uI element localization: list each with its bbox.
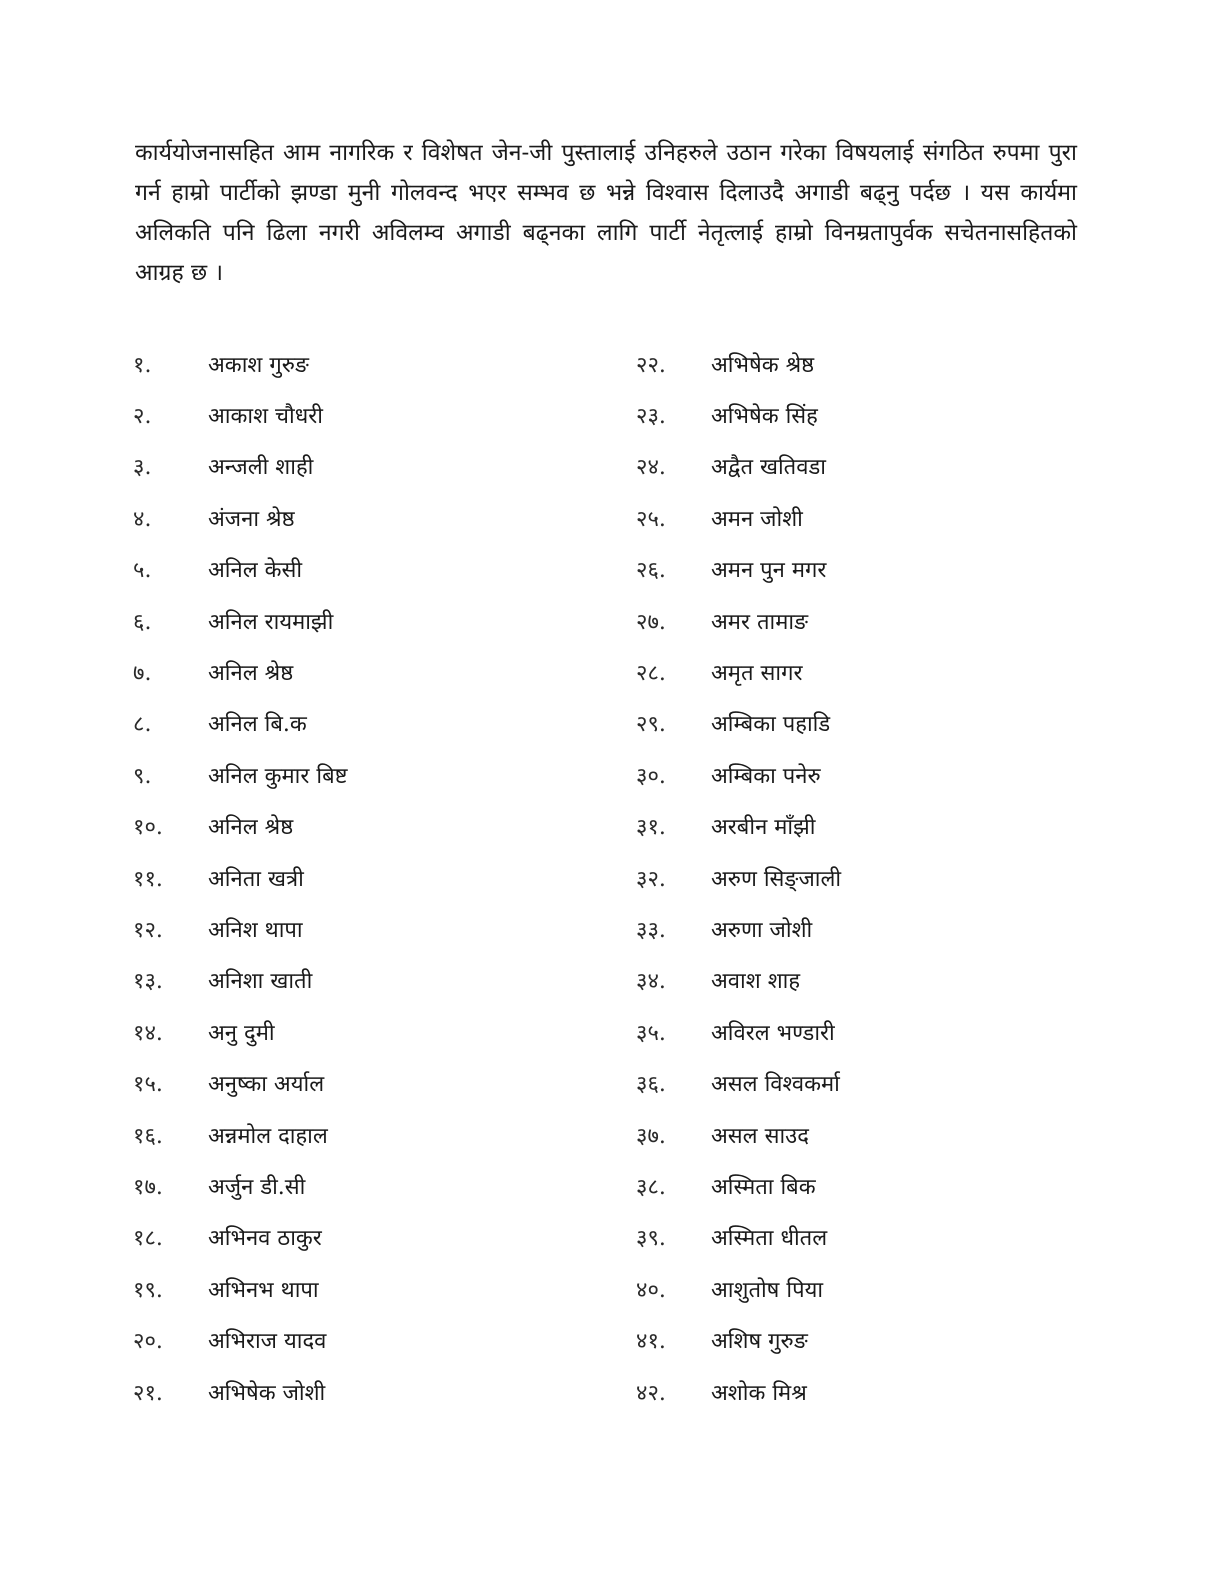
signatory-row (133, 1366, 613, 1417)
signatory-name: अरुणा जोशी (711, 917, 813, 943)
signatory-row (133, 852, 613, 903)
signatory-name: आशुतोष पिया (711, 1277, 824, 1303)
signatory-name: अभिषेक श्रेष्ठ (711, 352, 815, 378)
signatory-name: अवाश शाह (711, 969, 801, 995)
signatory-name: अमन पुन मगर (711, 558, 827, 584)
signatory-name: अनुष्का अर्याल (208, 1072, 325, 1098)
signatory-number: २१. (133, 1380, 163, 1406)
signatory-name: अनिता खत्री (208, 866, 304, 892)
signatory-number: १६. (133, 1123, 163, 1149)
signatory-name: अरुण सिङ्जाली (711, 866, 842, 892)
signatory-row (636, 955, 1116, 1006)
signatory-row (133, 1314, 613, 1365)
signatory-row (133, 749, 613, 800)
signatory-number: ७. (133, 661, 152, 687)
signatory-number: १९. (133, 1277, 163, 1303)
signatory-row (133, 1212, 613, 1263)
signatory-number: १३. (133, 969, 163, 995)
signatory-row (636, 646, 1116, 697)
signatory-row (636, 492, 1116, 543)
signatory-row (133, 698, 613, 749)
signatory-number: ३१. (636, 815, 666, 841)
signatory-name: अनिल केसी (208, 558, 303, 584)
signatory-number: ४. (133, 506, 152, 532)
signatory-name: अनिल रायमाझी (208, 609, 334, 635)
signatory-name: अंजना श्रेष्ठ (208, 506, 295, 532)
signatory-row (636, 1314, 1116, 1365)
signatory-name: अनिल बि.क (208, 712, 307, 738)
signatory-name: अमन जोशी (711, 506, 803, 532)
signatory-row (133, 1263, 613, 1314)
signatory-name: अनिशा खाती (208, 969, 313, 995)
signatory-name: अमर तामाङ (711, 609, 809, 635)
signatory-number: १०. (133, 815, 163, 841)
signatory-row (636, 1006, 1116, 1057)
signatory-row (133, 1160, 613, 1211)
signatory-number: २९. (636, 712, 666, 738)
signatory-number: ३९. (636, 1226, 666, 1252)
signatory-number: ३८. (636, 1174, 666, 1200)
signatory-number: ५. (133, 558, 152, 584)
signatory-number: ११. (133, 866, 163, 892)
signatory-name: अविरल भण्डारी (711, 1020, 835, 1046)
signatory-number: ३२. (636, 866, 666, 892)
intro-paragraph: कार्ययोजनासहित आम नागरिक र विशेषत जेन-जी पुस्तालाई उनिहरुले उठान गरेका विषयलाई संगठित रुपमा पुरा गर्न हाम्रो पार्टीको झण्डा मुनी गोलवन्द भएर सम्भव छ भन्ने विश्वास दिलाउदै अगाडी बढ्नु पर्दछ । यस कार्यमा अलिकति पनि ढिला नगरी अविलम्व अगाडी बढ्नका लागि पार्टी नेतृत्लाई हाम्रो विनम्रतापुर्वक सचेतनासहितको आग्रह छ । (135, 140, 1077, 286)
signatory-number: ३. (133, 455, 152, 481)
signatory-name: असल विश्वकर्मा (711, 1072, 840, 1098)
signatory-number: २. (133, 404, 152, 430)
signatory-number: १२. (133, 917, 163, 943)
signatory-name: अनिल कुमार बिष्ट (208, 763, 348, 789)
signatory-row (133, 338, 613, 389)
signatory-name: अभिषेक सिंह (711, 404, 818, 430)
signatory-number: ३३. (636, 917, 666, 943)
signatory-name: अशोक मिश्र (711, 1380, 807, 1406)
signatory-row (133, 646, 613, 697)
signatory-name: अशिष गुरुङ (711, 1329, 808, 1355)
signatory-number: २३. (636, 404, 666, 430)
signatory-number: ९. (133, 763, 152, 789)
signatory-number: २५. (636, 506, 666, 532)
signatory-row (133, 389, 613, 440)
signatory-number: ३५. (636, 1020, 666, 1046)
signatory-number: १८. (133, 1226, 163, 1252)
signatory-number: ३७. (636, 1123, 666, 1149)
signatory-row (133, 955, 613, 1006)
signatory-row (133, 544, 613, 595)
signatory-list-left (133, 338, 613, 1417)
signatory-row (636, 338, 1116, 389)
signatory-name: अभिषेक जोशी (208, 1380, 326, 1406)
signatory-row (636, 441, 1116, 492)
signatory-row (133, 1109, 613, 1160)
signatory-name: अमृत सागर (711, 661, 803, 687)
signatory-row (636, 1212, 1116, 1263)
signatory-number: ३६. (636, 1072, 666, 1098)
signatory-row (133, 492, 613, 543)
signatory-number: ४२. (636, 1380, 666, 1406)
signatory-number: १४. (133, 1020, 163, 1046)
signatory-name: आकाश चौधरी (208, 404, 323, 430)
signatory-row (133, 903, 613, 954)
signatory-row (636, 1057, 1116, 1108)
signatory-row (636, 749, 1116, 800)
signatory-name: असल साउद (711, 1123, 809, 1149)
signatory-name: अन्जली शाही (208, 455, 314, 481)
signatory-row (133, 801, 613, 852)
signatory-number: २०. (133, 1329, 163, 1355)
signatory-name: अम्बिका पहाडि (711, 712, 831, 738)
signatory-number: १७. (133, 1174, 163, 1200)
signatory-list-right (636, 338, 1116, 1417)
signatory-name: अन्नमोल दाहाल (208, 1123, 328, 1149)
signatory-number: ६. (133, 609, 152, 635)
signatory-row (636, 544, 1116, 595)
signatory-row (133, 1057, 613, 1108)
signatory-number: ३०. (636, 763, 666, 789)
signatory-row (636, 1263, 1116, 1314)
signatory-row (636, 698, 1116, 749)
signatory-row (636, 389, 1116, 440)
signatory-name: अनिल श्रेष्ठ (208, 661, 294, 687)
signatory-name: अनिश थापा (208, 917, 303, 943)
signatory-name: अस्मिता धीतल (711, 1226, 828, 1252)
signatory-number: २७. (636, 609, 666, 635)
signatory-number: २४. (636, 455, 666, 481)
signatory-name: अम्बिका पनेरु (711, 763, 821, 789)
signatory-row (636, 903, 1116, 954)
signatory-name: अद्वैत खतिवडा (711, 455, 826, 481)
signatory-number: २६. (636, 558, 666, 584)
signatory-row (636, 801, 1116, 852)
signatory-number: १५. (133, 1072, 163, 1098)
signatory-number: २२. (636, 352, 666, 378)
signatory-row (636, 595, 1116, 646)
signatory-row (133, 1006, 613, 1057)
signatory-name: अभिनव ठाकुर (208, 1226, 322, 1252)
signatory-row (636, 1109, 1116, 1160)
signatory-name: अरबीन माँझी (711, 815, 816, 841)
signatory-row (636, 852, 1116, 903)
signatory-name: अनिल श्रेष्ठ (208, 815, 294, 841)
signatory-number: ४०. (636, 1277, 666, 1303)
signatory-number: ८. (133, 712, 152, 738)
signatory-name: अकाश गुरुङ (208, 352, 309, 378)
signatory-row (133, 595, 613, 646)
signatory-number: २८. (636, 661, 666, 687)
signatory-row (133, 441, 613, 492)
signatory-number: ४१. (636, 1329, 666, 1355)
signatory-name: अस्मिता बिक (711, 1174, 816, 1200)
signatory-row (636, 1160, 1116, 1211)
signatory-name: अर्जुन डी.सी (208, 1174, 306, 1200)
signatory-name: अनु दुमी (208, 1020, 275, 1046)
signatory-name: अभिराज यादव (208, 1329, 327, 1355)
signatory-number: १. (133, 352, 152, 378)
signatory-row (636, 1366, 1116, 1417)
signatory-number: ३४. (636, 969, 666, 995)
signatory-name: अभिनभ थापा (208, 1277, 319, 1303)
